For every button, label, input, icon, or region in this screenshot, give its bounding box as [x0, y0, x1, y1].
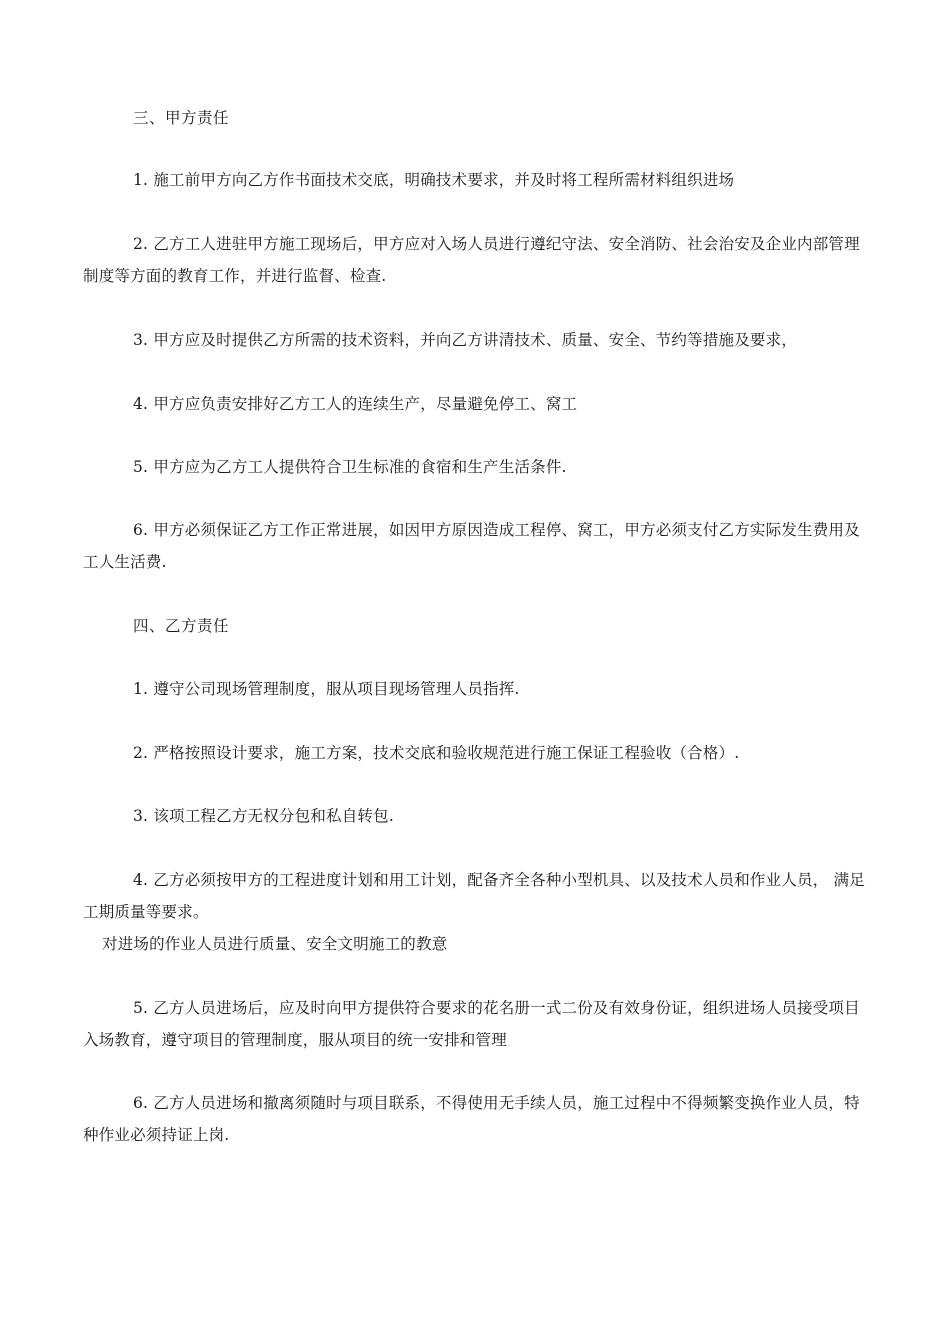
section-4-heading: 四、乙方责任: [133, 617, 230, 635]
section-4-item-6: 6. 乙方人员进场和撤离须随时与项目联系，不得使用无手续人员，施工过程中不得频繁变换作业人员，特种作业必须持证上岗.: [83, 1094, 860, 1144]
section-3-item-5: 5. 甲方应为乙方工人提供符合卫生标准的食宿和生产生活条件.: [133, 458, 567, 476]
section-4-item-5: 5. 乙方人员进场后，应及时向甲方提供符合要求的花名册一式二份及有效身份证，组织进场人员接受项目入场教育，遵守项目的管理制度，服从项目的统一安排和管理: [83, 999, 860, 1049]
section-3-item-3: 3. 甲方应及时提供乙方所需的技术资料，并向乙方讲清技术、质量、安全、节约等措施及要求，: [133, 331, 798, 349]
section-3-heading: 三、甲方责任: [133, 109, 230, 127]
section-4-item-1: 1. 遵守公司现场管理制度，服从项目现场管理人员指挥.: [133, 680, 520, 698]
section-3-item-6: 6. 甲方必须保证乙方工作正常进展，如因甲方原因造成工程停、窝工，甲方必须支付乙方实际发生费用及工人生活费.: [83, 521, 860, 571]
section-3-item-2: 2. 乙方工人进驻甲方施工现场后，甲方应对入场人员进行遵纪守法、安全消防、社会治安及企业内部管理制度等方面的教育工作，并进行监督、检查.: [83, 235, 860, 285]
section-3-item-1: 1. 施工前甲方向乙方作书面技术交底，明确技术要求，并及时将工程所需材料组织进场: [133, 171, 735, 189]
section-4-item-3: 3. 该项工程乙方无权分包和私自转包.: [133, 807, 394, 825]
section-4-item-4-continuation: 对进场的作业人员进行质量、安全文明施工的教意: [102, 935, 448, 953]
section-4-item-2: 2. 严格按照设计要求，施工方案，技术交底和验收规范进行施工保证工程验收（合格）.: [133, 744, 740, 762]
section-3-item-4: 4. 甲方应负责安排好乙方工人的连续生产，尽量避免停工、窝工: [133, 395, 578, 413]
section-4-item-4: 4. 乙方必须按甲方的工程进度计划和用工计划，配备齐全各种小型机具、以及技术人员和作业人员， 满足工期质量等要求。: [83, 871, 865, 921]
